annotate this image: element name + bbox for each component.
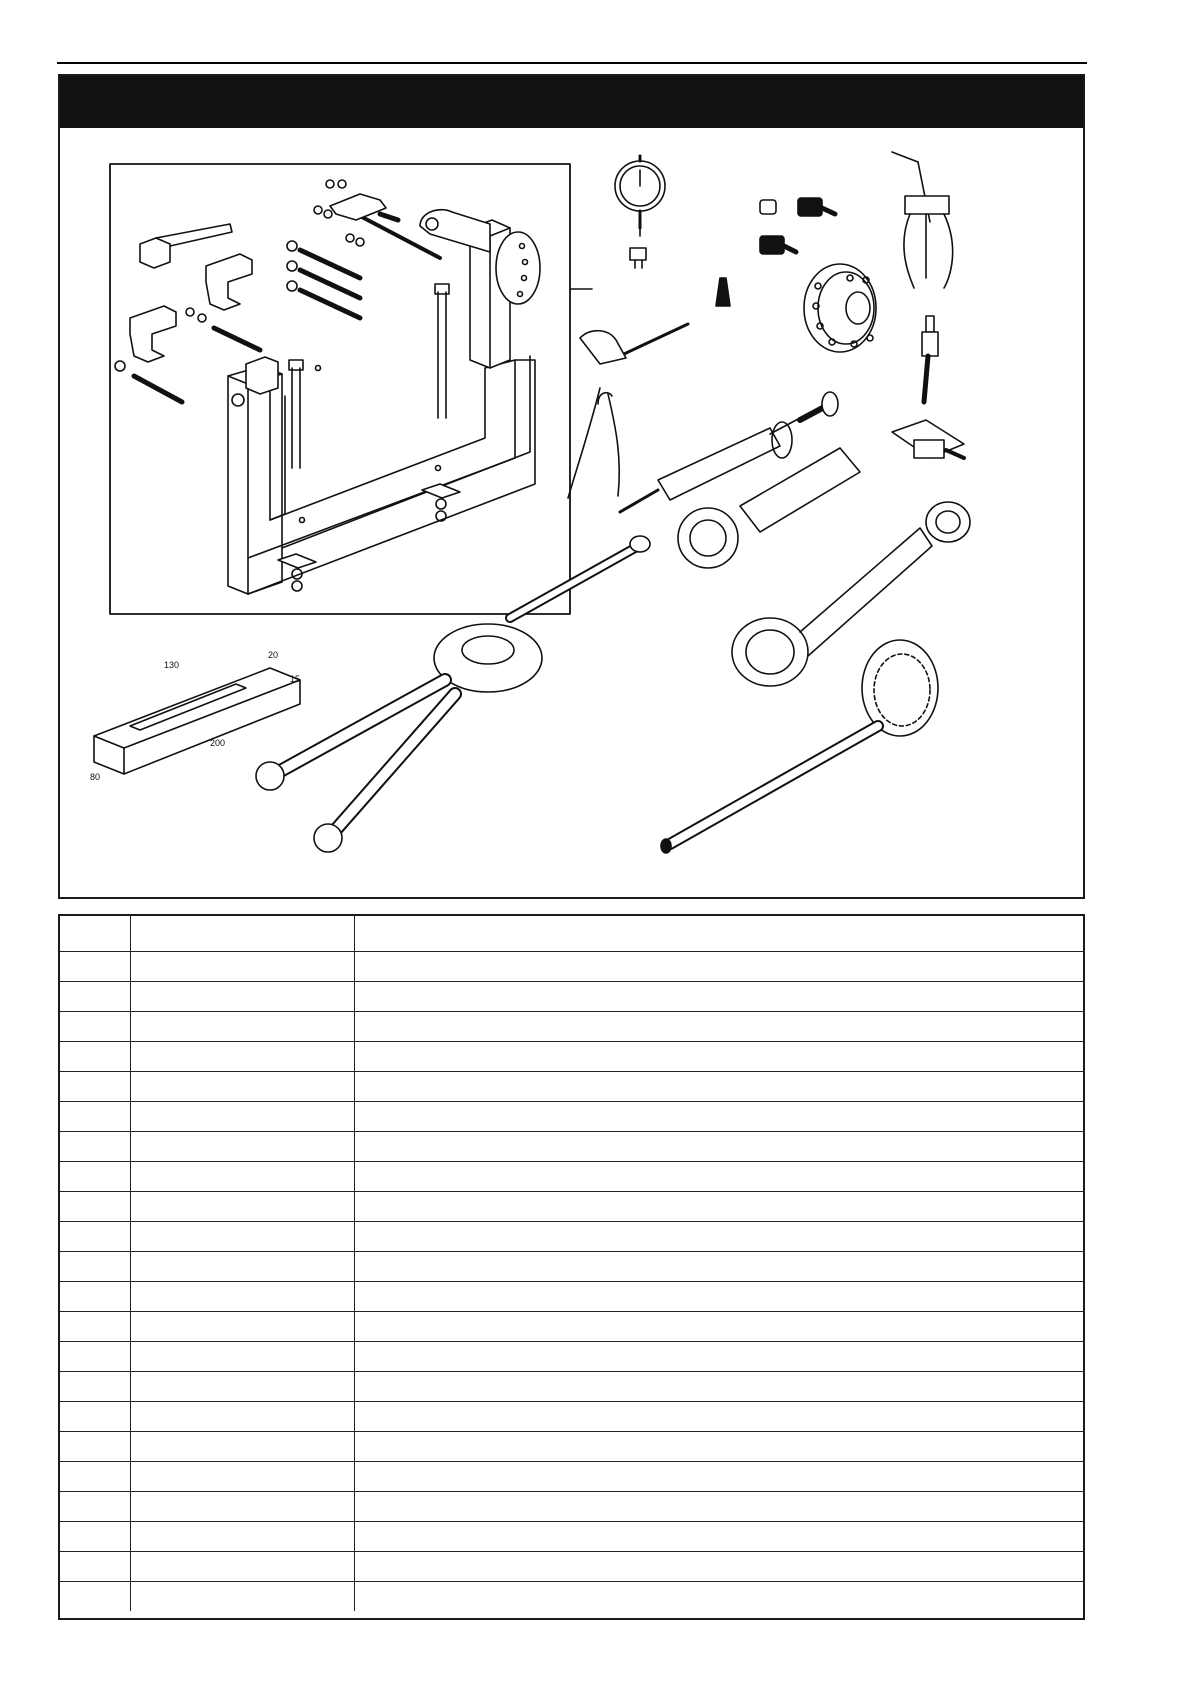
table-row [60, 1521, 1083, 1551]
table-row [60, 1071, 1083, 1101]
slide-hammer [922, 316, 938, 402]
table-row [60, 1281, 1083, 1311]
code-cell [130, 1311, 354, 1341]
description-cell [354, 916, 1083, 951]
dimension-15: 15 [290, 674, 301, 684]
description-cell [354, 1281, 1083, 1311]
code-cell [130, 1191, 354, 1221]
description-cell [354, 1461, 1083, 1491]
code-cell [130, 951, 354, 981]
table-row [60, 1371, 1083, 1401]
ref-cell [60, 1461, 130, 1491]
threaded-bushes [760, 198, 835, 216]
ref-cell [60, 1521, 130, 1551]
code-cell [130, 1491, 354, 1521]
table-row [60, 1041, 1083, 1071]
code-cell [130, 1551, 354, 1581]
three-leg-puller [892, 152, 953, 288]
description-cell [354, 1521, 1083, 1551]
code-cell [130, 1341, 354, 1371]
figure-frame [58, 74, 1085, 899]
table-row [60, 1191, 1083, 1221]
description-cell [354, 1011, 1083, 1041]
pin-wrench [732, 502, 970, 686]
dial-gauge [615, 156, 665, 236]
code-cell [130, 1101, 354, 1131]
table-row [60, 981, 1083, 1011]
description-cell [354, 1101, 1083, 1131]
description-cell [354, 1551, 1083, 1581]
code-cell [130, 1461, 354, 1491]
ref-cell [60, 1101, 130, 1131]
dimension-80: 80 [90, 772, 101, 782]
ref-cell [60, 1131, 130, 1161]
table-row [60, 1161, 1083, 1191]
description-cell [354, 1311, 1083, 1341]
ref-cell [60, 1341, 130, 1371]
description-cell [354, 1251, 1083, 1281]
ref-cell [60, 951, 130, 981]
code-cell [130, 1521, 354, 1551]
code-cell [130, 1371, 354, 1401]
ref-cell [60, 1191, 130, 1221]
dimension-20: 20 [268, 650, 279, 660]
ref-cell [60, 1581, 130, 1611]
table-row [60, 1311, 1083, 1341]
description-cell [354, 951, 1083, 981]
description-cell [354, 1041, 1083, 1071]
ref-cell [60, 1071, 130, 1101]
dimension-130: 130 [164, 660, 180, 670]
valve-spring-compressor [892, 420, 964, 458]
page-title [60, 89, 80, 114]
engine-support-stand [110, 164, 592, 614]
table-row [60, 1131, 1083, 1161]
table-row [60, 1341, 1083, 1371]
ref-cell [60, 1401, 130, 1431]
description-cell [354, 1491, 1083, 1521]
sealant-tube [716, 278, 730, 306]
description-cell [354, 1401, 1083, 1431]
ref-cell [60, 1251, 130, 1281]
description-cell [354, 1221, 1083, 1251]
code-cell [130, 1401, 354, 1431]
ref-cell [60, 1221, 130, 1251]
ref-cell [60, 981, 130, 1011]
code-cell [130, 1581, 354, 1611]
top-rule [57, 62, 1087, 64]
table-row [60, 1461, 1083, 1491]
gauge-adapter [630, 248, 646, 268]
ref-cell [60, 1041, 130, 1071]
dimension-200: 200 [210, 738, 226, 748]
table-row [60, 1581, 1083, 1611]
title-bar [60, 76, 1083, 128]
ref-cell [60, 1491, 130, 1521]
description-cell [354, 981, 1083, 1011]
tools-table [60, 916, 1083, 1611]
ref-cell [60, 1161, 130, 1191]
table-row [60, 1551, 1083, 1581]
ref-cell [60, 1371, 130, 1401]
table-row [60, 1011, 1083, 1041]
code-cell [130, 916, 354, 951]
table-row [60, 1251, 1083, 1281]
code-cell [130, 1281, 354, 1311]
circlip-pliers [568, 388, 619, 498]
description-cell [354, 1581, 1083, 1611]
drift-handle [256, 536, 650, 852]
ref-cell [60, 1311, 130, 1341]
description-cell [354, 1191, 1083, 1221]
table-row [60, 1101, 1083, 1131]
table-row [60, 1491, 1083, 1521]
flywheel-extractor [804, 264, 876, 352]
table-row [60, 916, 1083, 951]
code-cell [130, 1131, 354, 1161]
description-cell [354, 1161, 1083, 1191]
ref-cell [60, 1281, 130, 1311]
table-row [60, 951, 1083, 981]
ref-cell [60, 916, 130, 951]
retainer-wrench [580, 324, 688, 364]
description-cell [354, 1431, 1083, 1461]
code-cell [130, 1071, 354, 1101]
code-cell [130, 1221, 354, 1251]
ref-cell [60, 1551, 130, 1581]
description-cell [354, 1131, 1083, 1161]
special-tools-illustration [60, 128, 1083, 897]
code-cell [130, 981, 354, 1011]
code-cell [130, 1011, 354, 1041]
description-cell [354, 1371, 1083, 1401]
ref-cell [60, 1431, 130, 1461]
description-cell [354, 1071, 1083, 1101]
ref-cell [60, 1011, 130, 1041]
code-cell [130, 1041, 354, 1071]
code-cell [130, 1431, 354, 1461]
description-cell [354, 1341, 1083, 1371]
tools-table-frame [58, 914, 1085, 1620]
table-row [60, 1431, 1083, 1461]
code-cell [130, 1251, 354, 1281]
threaded-pins [760, 236, 796, 254]
table-row [60, 1221, 1083, 1251]
table-row [60, 1401, 1083, 1431]
code-cell [130, 1161, 354, 1191]
